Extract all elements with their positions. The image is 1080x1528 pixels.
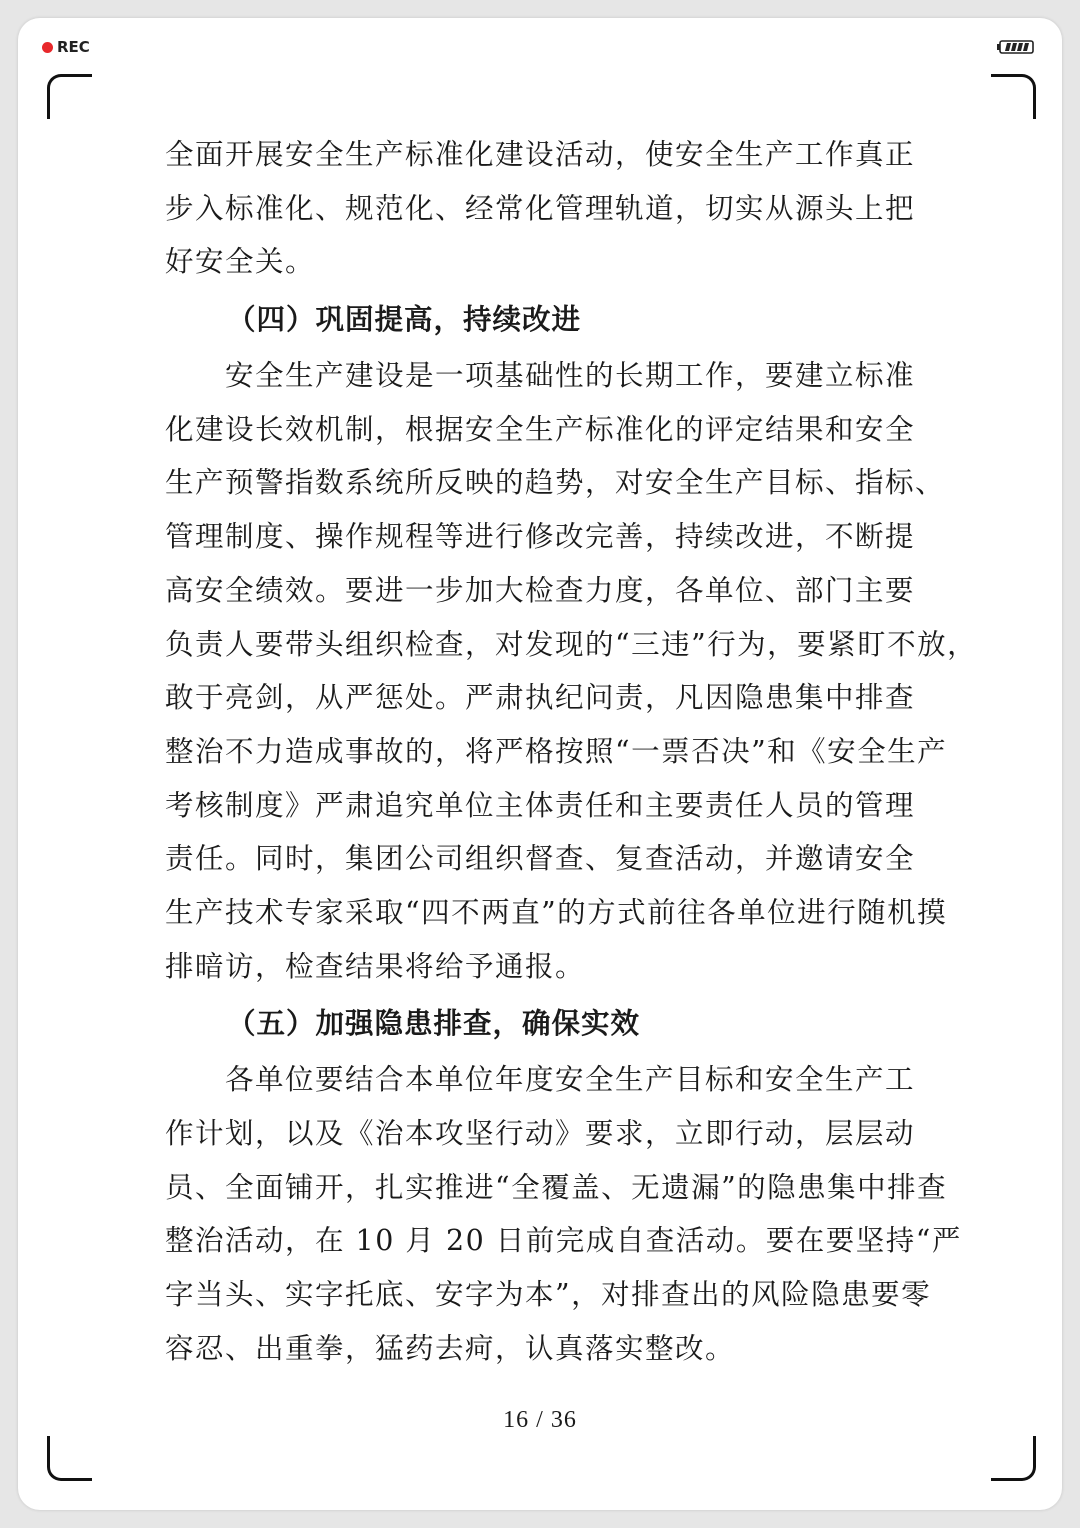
text-line: 整治不力造成事故的，将严格按照“一票否决”和《安全生产: [165, 734, 948, 768]
viewfinder-corner-bottom-left: [47, 1436, 92, 1481]
section-heading-5: （五）加强隐患排查，确保实效: [227, 1006, 641, 1041]
text-line: 员、全面铺开，扎实推进“全覆盖、无遗漏”的隐患集中排查: [165, 1170, 948, 1204]
text-line: 作计划，以及《治本攻坚行动》要求，立即行动，层层动: [165, 1117, 916, 1150]
text-line: 考核制度》严肃追究单位主体责任和主要责任人员的管理: [165, 788, 916, 822]
rec-label: REC: [57, 38, 90, 56]
text-line: 化建设长效机制，根据安全生产标准化的评定结果和安全: [165, 412, 916, 446]
section-heading-4: （四）巩固提高，持续改进: [227, 302, 582, 337]
viewfinder-corner-bottom-right: [991, 1436, 1036, 1481]
text-line: 字当头、实字托底、安字为本”，对排查出的风险隐患要零: [165, 1278, 932, 1312]
text-line: 管理制度、操作规程等进行修改完善，持续改进，不断提: [165, 520, 916, 554]
text-line: 生产预警指数系统所反映的趋势，对安全生产目标、指标、: [165, 466, 946, 500]
text-line: 整治活动，在 10 月 20 日前完成自查活动。要在要坚持“严: [165, 1224, 962, 1258]
text-line: 容忍、出重拳，猛药去疴，认真落实整改。: [165, 1331, 736, 1365]
text-line: 各单位要结合本单位年度安全生产目标和安全生产工: [165, 1063, 916, 1097]
viewfinder-corner-top-left: [47, 74, 92, 119]
record-dot-icon: [42, 42, 53, 53]
document-body: [165, 128, 978, 1375]
text-line: 高安全绩效。要进一步加大检查力度，各单位、部门主要: [165, 573, 916, 607]
page-indicator: 16 / 36: [503, 1407, 577, 1433]
recording-indicator: [42, 37, 90, 57]
text-line: 全面开展安全生产标准化建设活动，使安全生产工作真正: [165, 138, 916, 171]
text-line: 好安全关。: [165, 245, 316, 279]
text-line: 负责人要带头组织检查，对发现的“三违”行为，要紧盯不放，: [165, 627, 978, 661]
text-line: 敢于亮剑，从严惩处。严肃执纪问责，凡因隐患集中排查: [165, 681, 916, 715]
text-line: 步入标准化、规范化、经常化管理轨道，切实从源头上把: [165, 191, 916, 225]
text-line: 生产技术专家采取“四不两直”的方式前往各单位进行随机摸: [165, 895, 948, 929]
text-line: 排暗访，检查结果将给予通报。: [165, 949, 586, 983]
text-line: 安全生产建设是一项基础性的长期工作，要建立标准: [165, 359, 916, 393]
battery-icon: [996, 39, 1036, 55]
viewfinder-corner-top-right: [991, 74, 1036, 119]
text-line: 责任。同时，集团公司组织督查、复查活动，并邀请安全: [165, 842, 916, 876]
